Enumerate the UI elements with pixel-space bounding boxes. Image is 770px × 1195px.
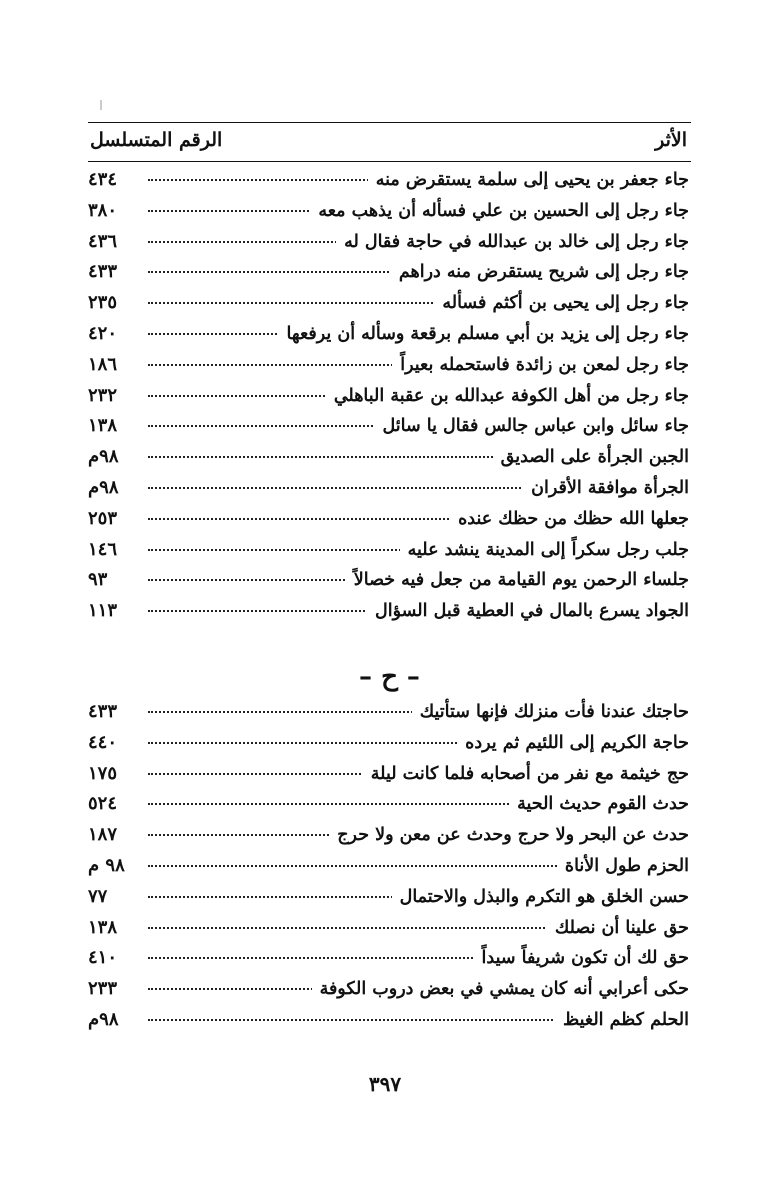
entry-text: جاء رجل من أهل الكوفة عبدالله بن عقبة الباهلي — [326, 386, 689, 406]
entry-text: جلب رجل سكراً إلى المدينة ينشد عليه — [400, 540, 689, 560]
entry-text: حدث القوم حديث الحية — [509, 794, 689, 814]
entry-number: ٩٨م — [88, 446, 119, 468]
entry-number: ١٨٦ — [88, 353, 118, 375]
entry-number: ٤٣٤ — [88, 169, 118, 190]
index-entry — [88, 229, 691, 260]
entry-number: ٢٥٣ — [88, 507, 118, 529]
section-heading-haa: – ح – — [359, 662, 420, 692]
header-athar: الأثر — [655, 129, 687, 151]
entry-text: جاء رجل إلى يزيد بن أبي مسلم برقعة وسأله أن يرفعها — [279, 324, 689, 344]
entry-number: ٤٢٠ — [88, 322, 118, 344]
entry-text: جاء رجل لمعن بن زائدة فاستحمله بعيراً — [392, 355, 689, 375]
index-entry — [88, 537, 691, 568]
scan-mark — [100, 100, 102, 110]
entries-jeem — [88, 167, 691, 629]
entry-number: ٢٣٣ — [88, 978, 118, 1000]
index-entry — [88, 567, 691, 598]
index-entry — [88, 915, 691, 946]
entry-text: جلساء الرحمن يوم القيامة من جعل فيه خصالاً — [346, 570, 689, 590]
entries-haa — [88, 699, 691, 1038]
index-entry — [88, 791, 691, 822]
entry-text: الجرأة موافقة الأقران — [523, 478, 689, 498]
header-serial-number: الرقم المتسلسل — [90, 129, 223, 151]
index-entry — [88, 853, 691, 884]
entry-text: الحزم طول الأناة — [557, 856, 689, 876]
entry-number: ١١٣ — [88, 600, 118, 622]
index-entry — [88, 444, 691, 475]
entry-text: حكى أعرابي أنه كان يمشي في بعض دروب الكوفة — [312, 979, 689, 999]
entry-text: الجواد يسرع بالمال في العطية قبل السؤال — [367, 601, 689, 621]
entry-number: ٤١٠ — [88, 947, 118, 969]
index-entry — [88, 383, 691, 414]
index-entry — [88, 884, 691, 915]
entry-text: جعلها الله حظك من حظك عنده — [450, 509, 689, 529]
index-entry — [88, 822, 691, 853]
entry-number: ٩٨م — [88, 476, 119, 498]
index-entry — [88, 413, 691, 444]
index-entry — [88, 167, 691, 198]
entry-text: حج خيثمة مع نفر من أصحابه فلما كانت ليلة — [363, 764, 689, 784]
entry-number: ٧٧ — [88, 885, 108, 907]
page-number: ٣٩٧ — [368, 1072, 402, 1096]
entry-text: حاجة الكريم إلى اللئيم ثم يرده — [457, 733, 689, 753]
entry-text: جاء رجل إلى يحيى بن أكثم فسأله — [434, 293, 689, 313]
index-entry — [88, 506, 691, 537]
entry-text: جاء رجل إلى الحسين بن علي فسأله أن يذهب معه — [310, 201, 689, 221]
table-header — [88, 122, 691, 162]
entry-text: جاء رجل إلى شريح يستقرض منه دراهم — [391, 262, 689, 282]
entry-text: جاء سائل وابن عباس جالس فقال يا سائل — [375, 416, 689, 436]
entry-number: ٤٤٠ — [88, 731, 118, 753]
index-entry — [88, 259, 691, 290]
entry-text: جاء جعفر بن يحيى إلى سلمة يستقرض منه — [368, 170, 689, 190]
entry-number: ٩٣ — [88, 569, 108, 591]
entry-number: ٤٣٦ — [88, 230, 118, 252]
entry-number: ١٤٦ — [88, 538, 118, 560]
entry-number: ١٧٥ — [88, 762, 118, 784]
entry-number: ٤٣٣ — [88, 701, 118, 722]
index-entry — [88, 198, 691, 229]
entry-number: ١٨٧ — [88, 824, 118, 846]
entry-text: حسن الخلق هو التكرم والبذل والاحتمال — [392, 887, 689, 907]
index-entry — [88, 976, 691, 1007]
index-entry — [88, 699, 691, 730]
entry-text: حاجتك عندنا فأت منزلك فإنها ستأتيك — [412, 702, 689, 722]
index-entry — [88, 475, 691, 506]
entry-text: حق لك أن تكون شريفاً سيداً — [474, 948, 689, 968]
index-entry — [88, 290, 691, 321]
index-entry — [88, 730, 691, 761]
entry-text: جاء رجل إلى خالد بن عبدالله في حاجة فقال له — [336, 232, 689, 252]
entry-text: الحلم كظم الغيظ — [555, 1010, 689, 1030]
index-entry — [88, 598, 691, 629]
entry-number: ٣٨٠ — [88, 199, 118, 221]
entry-number: ٤٣٣ — [88, 261, 118, 283]
index-entry — [88, 321, 691, 352]
entry-number: ١٣٨ — [88, 916, 118, 938]
entry-number: ٢٣٥ — [88, 292, 118, 314]
entry-text: حدث عن البحر ولا حرج وحدث عن معن ولا حرج — [329, 825, 689, 845]
index-entry — [88, 945, 691, 976]
entry-text: الجبن الجرأة على الصديق — [493, 447, 689, 467]
entry-text: حق علينا أن نصلك — [547, 918, 689, 938]
entry-number: ٩٨م — [88, 1008, 119, 1030]
entry-number: ٩٨ م — [88, 854, 125, 876]
entry-number: ٢٣٢ — [88, 384, 118, 406]
index-entry — [88, 352, 691, 383]
entry-number: ١٣٨ — [88, 415, 118, 437]
index-entry — [88, 761, 691, 792]
index-entry — [88, 1007, 691, 1038]
entry-number: ٥٢٤ — [88, 793, 118, 815]
